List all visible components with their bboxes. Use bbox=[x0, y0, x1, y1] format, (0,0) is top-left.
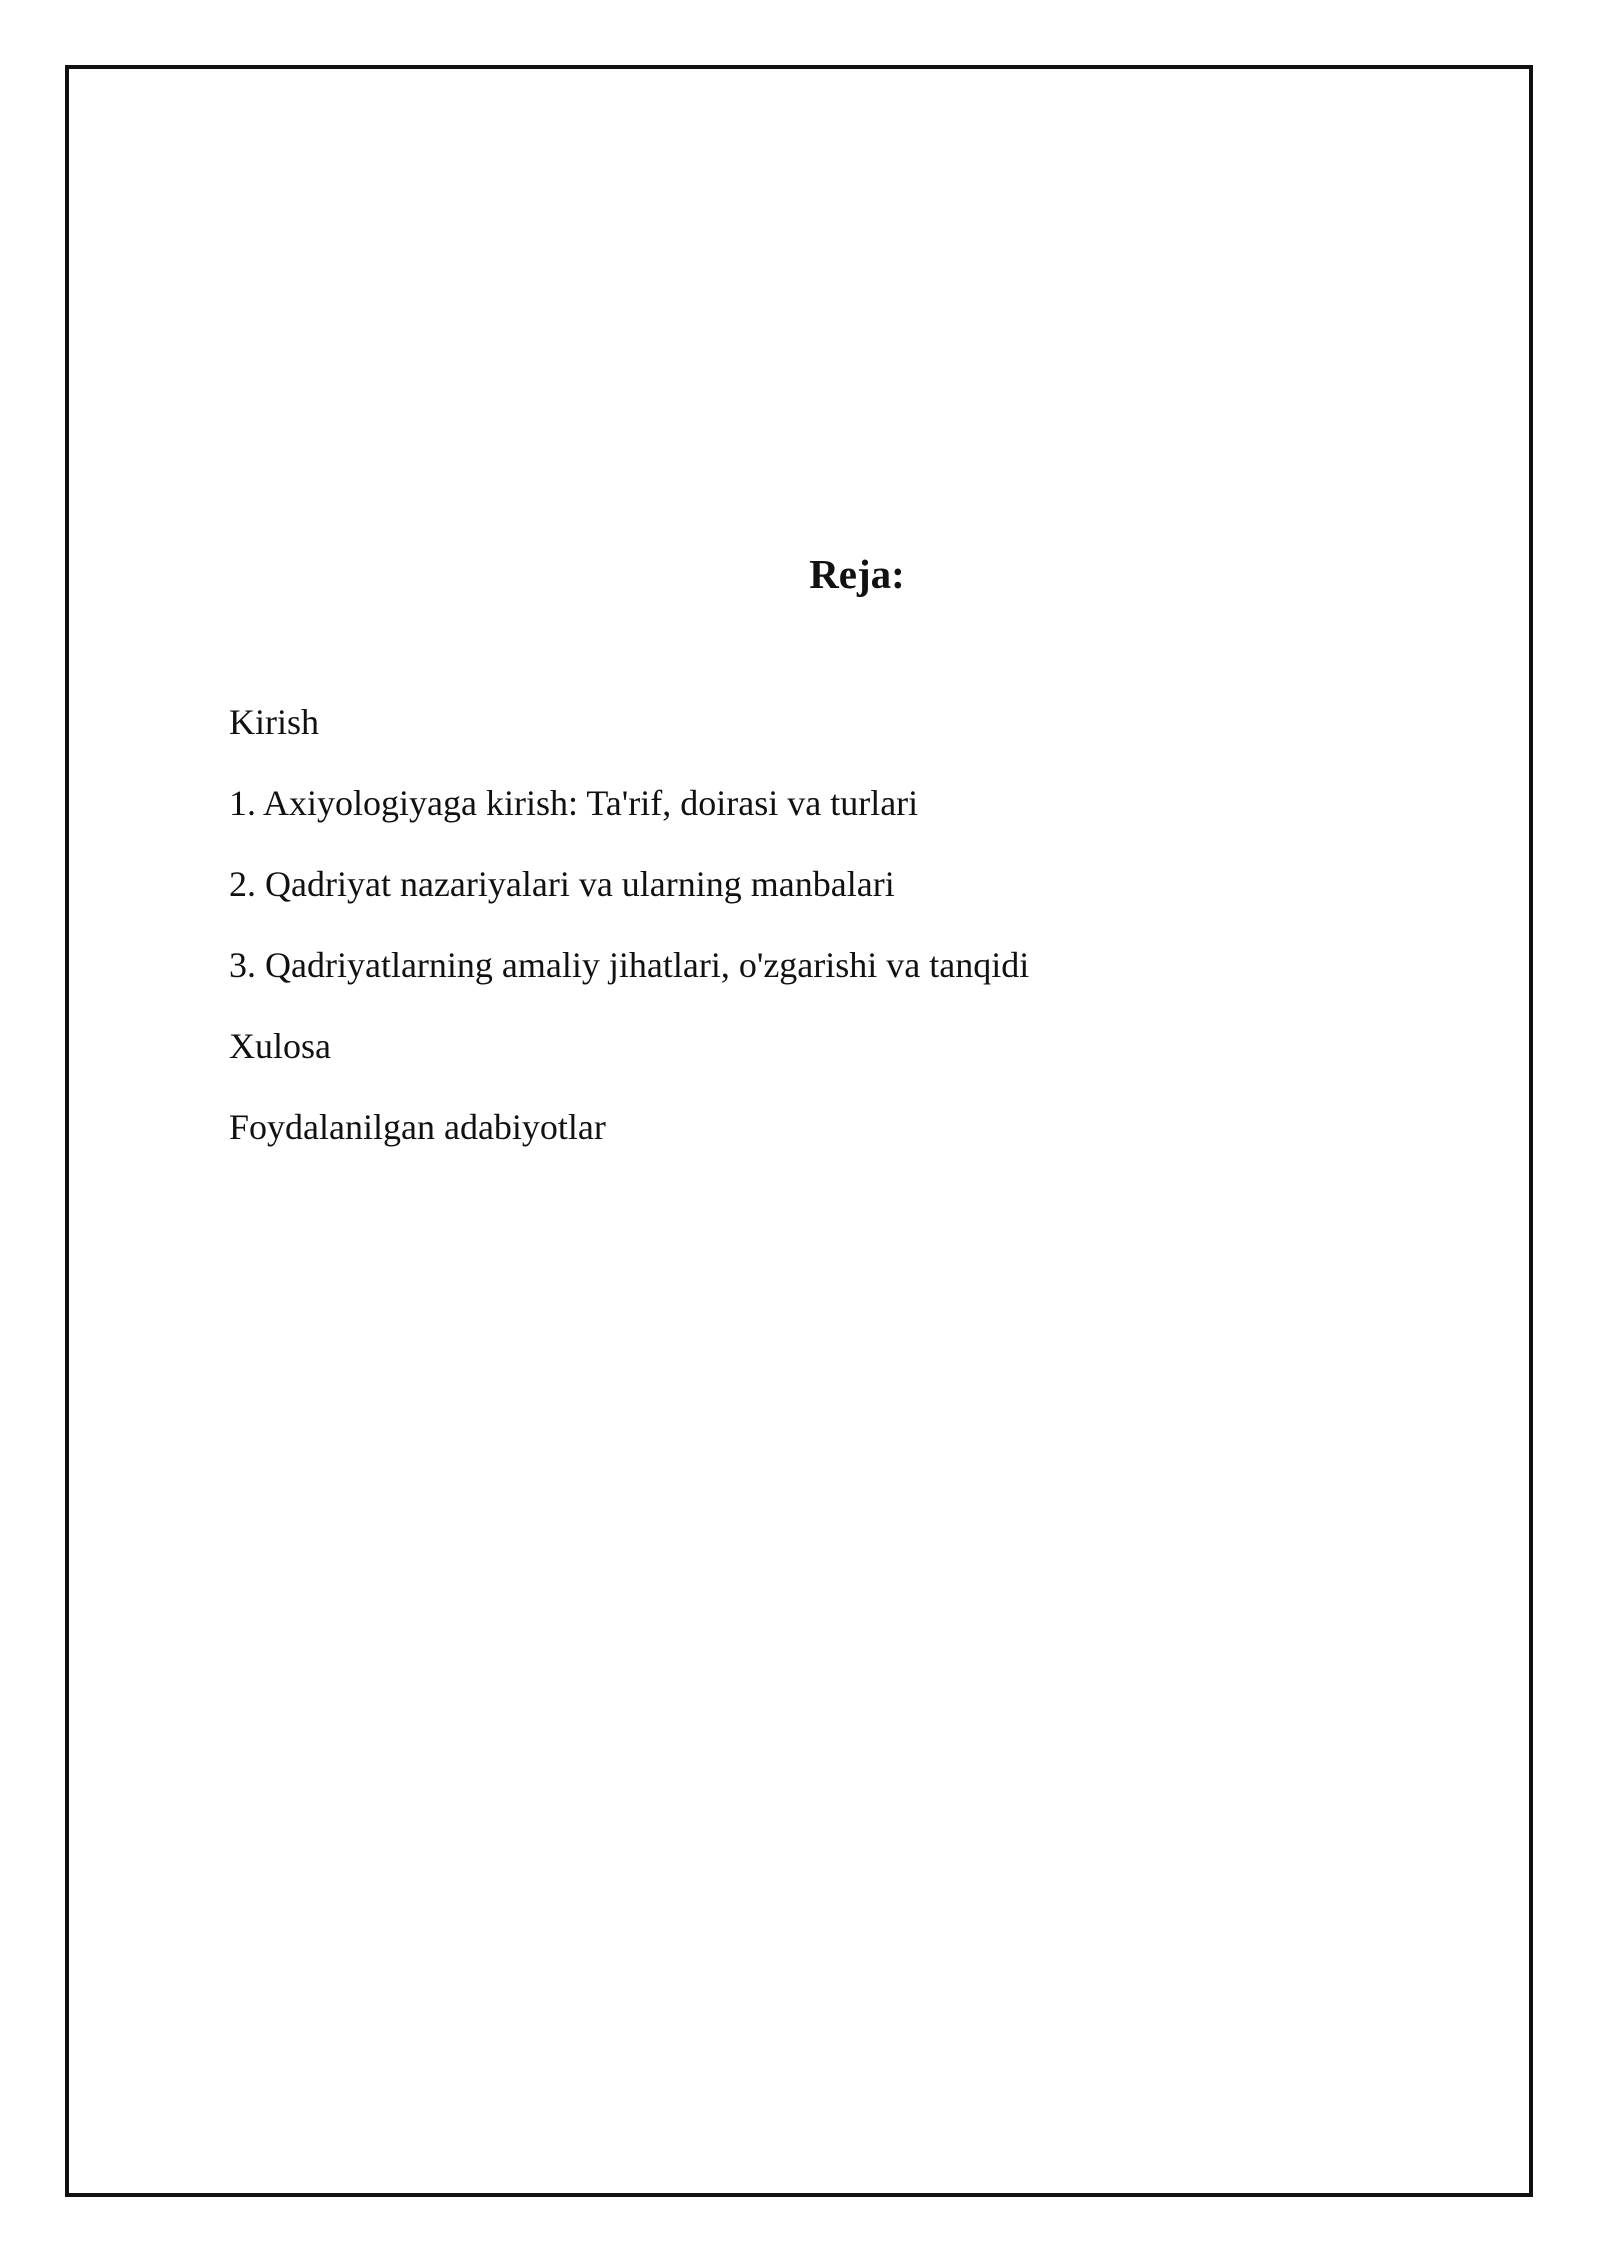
plan-item-1: 1. Axiyologiyaga kirish: Ta'rif, doirasi va turlari bbox=[229, 783, 919, 823]
plan-item-conclusion: Xulosa bbox=[229, 1026, 331, 1066]
plan-item-introduction: Kirish bbox=[229, 702, 319, 742]
plan-item-2: 2. Qadriyat nazariyalari va ularning manbalari bbox=[229, 864, 895, 904]
plan-item-3: 3. Qadriyatlarning amaliy jihatlari, o'zgarishi va tanqidi bbox=[229, 945, 1030, 985]
plan-item-references: Foydalanilgan adabiyotlar bbox=[229, 1107, 606, 1147]
page-title: Reja: bbox=[809, 551, 905, 597]
plan-list bbox=[229, 700, 1029, 1186]
